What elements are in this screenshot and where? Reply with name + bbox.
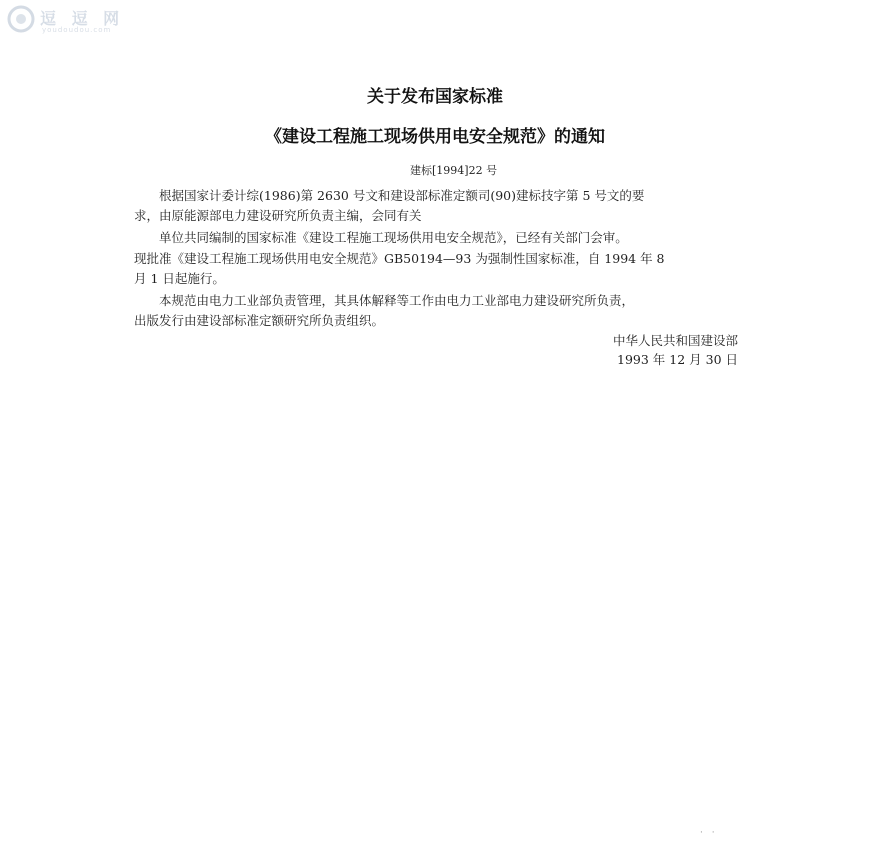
- watermark-url: youdoudou.com: [42, 26, 112, 34]
- issue-date: 1993 年 12 月 30 日: [617, 352, 738, 367]
- watermark-site-name: 逗 逗 网: [40, 9, 125, 28]
- document-number: 建标[1994]22 号: [410, 164, 498, 177]
- issuing-authority: 中华人民共和国建设部: [612, 333, 738, 348]
- standard-title: 《建设工程施工现场供用电安全规范》的通知: [265, 127, 605, 147]
- body-line: 现批准《建设工程施工现场供用电安全规范》GB50194—93 为强制性国家标准，自 1994 年 8: [134, 251, 665, 266]
- body-line: 月 1 日起施行。: [134, 271, 225, 286]
- notice-title: 关于发布国家标准: [367, 87, 503, 107]
- watermark-logo-icon: [6, 4, 36, 34]
- body-line: 出版发行由建设部标准定额研究所负责组织。: [134, 313, 385, 328]
- body-line: 本规范由电力工业部负责管理，其具体解释等工作由电力工业部电力建设研究所负责，: [134, 293, 635, 308]
- body-line: 求，由原能源部电力建设研究所负责主编，会同有关: [134, 208, 422, 223]
- watermark-logo-area: [6, 4, 146, 38]
- page-mark: · ·: [700, 828, 718, 838]
- body-line: 单位共同编制的国家标准《建设工程施工现场供用电安全规范》，已经有关部门会审。: [134, 230, 628, 245]
- body-line: 根据国家计委计综(1986)第 2630 号文和建设部标准定额司(90)建标技字第 5 号文的要: [134, 188, 645, 203]
